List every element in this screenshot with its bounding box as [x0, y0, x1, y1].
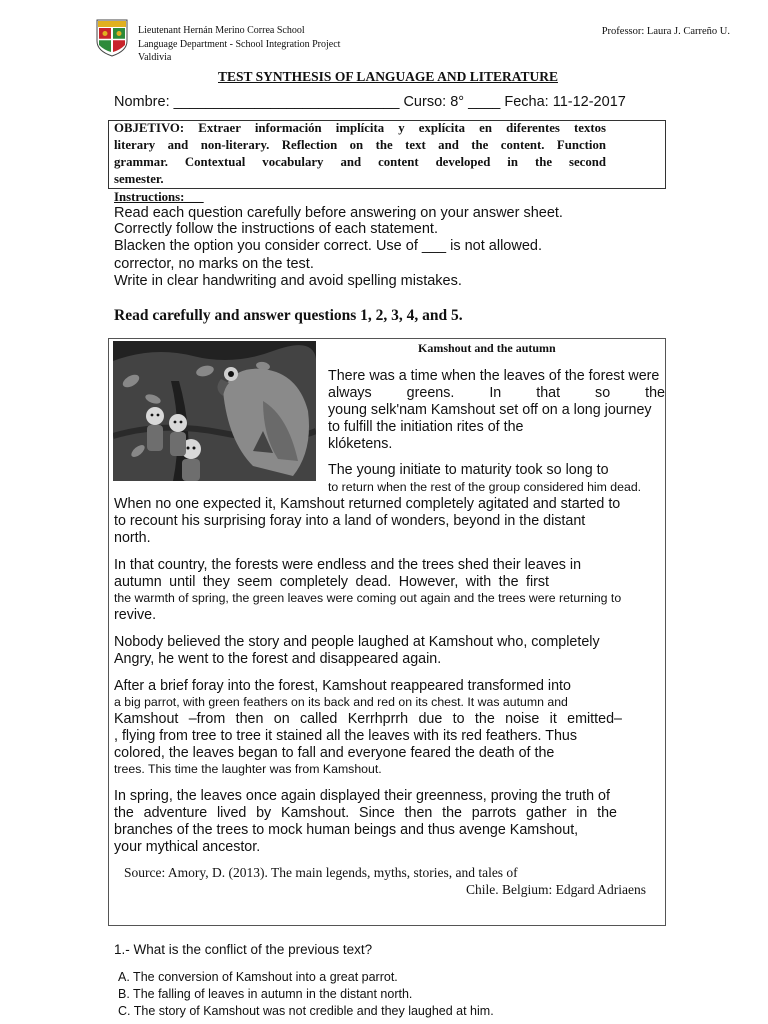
- story-line: young selk'nam Kamshout set off on a long journey: [328, 402, 652, 418]
- story-line: north.: [114, 530, 151, 546]
- story-line: your mythical ancestor.: [114, 839, 261, 855]
- objective-line: semester.: [114, 172, 164, 186]
- story-line: colored, the leaves began to fall and everyone feared the death of the: [114, 745, 555, 761]
- story-line: trees. This time the laughter was from Kamshout.: [114, 762, 382, 776]
- story-line: branches of the trees to mock human beings and thus avenge Kamshout,: [114, 822, 579, 838]
- question-1-option-a[interactable]: A. The conversion of Kamshout into a great parrot.: [118, 970, 398, 984]
- objective-line: OBJETIVO: Extraer información implícita y explícita en diferentes textos: [114, 121, 606, 135]
- school-crest-logo: [96, 19, 128, 57]
- story-line: autumn until they seem completely dead. However, with the first: [114, 574, 549, 590]
- instructions-title: Instructions:___: [114, 190, 204, 204]
- school-name: Lieutenant Hernán Merino Correa School: [138, 25, 305, 36]
- story-line: to recount his surprising foray into a land of wonders, beyond in the distant: [114, 513, 586, 529]
- story-line: the adventure lived by Kamshout. Since then the parrots gather in the: [114, 805, 617, 821]
- objective-line: grammar. Contextual vocabulary and content developed in the second: [114, 155, 606, 169]
- student-form-row: Nombre: ____________________________ Curso: 8° ____ Fecha: 11-12-2017: [114, 94, 626, 110]
- test-title: TEST SYNTHESIS OF LANGUAGE AND LITERATURE: [218, 69, 558, 84]
- story-line: revive.: [114, 607, 157, 623]
- story-line: When no one expected it, Kamshout returned completely agitated and started to: [114, 496, 621, 512]
- story-line: to return when the rest of the group considered him dead.: [328, 480, 642, 494]
- story-line: Kamshout –from then on called Kerrhprrh due to the noise it emitted–: [114, 711, 622, 727]
- source-citation: Chile. Belgium: Edgard Adriaens: [466, 882, 646, 897]
- story-line: Nobody believed the story and people laughed at Kamshout who, completely: [114, 634, 600, 650]
- instruction-line: Blacken the option you consider correct. Use of ___ is not allowed.: [114, 238, 542, 254]
- reading-heading: Read carefully and answer questions 1, 2, 3, 4, and 5.: [114, 307, 463, 324]
- instruction-line: corrector, no marks on the test.: [114, 256, 314, 272]
- story-line: a big parrot, with green feathers on its back and red on its chest. It was autumn and: [114, 695, 568, 709]
- story-line: There was a time when the leaves of the forest were: [328, 368, 660, 384]
- story-title: Kamshout and the autumn: [418, 341, 556, 355]
- source-citation: Source: Amory, D. (2013). The main legends, myths, stories, and tales of: [124, 865, 518, 880]
- school-city: Valdivia: [138, 52, 172, 63]
- instruction-line: Correctly follow the instructions of each statement.: [114, 221, 438, 237]
- instruction-line: Write in clear handwriting and avoid spelling mistakes.: [114, 273, 462, 289]
- question-1-option-c[interactable]: C. The story of Kamshout was not credible and they laughed at him.: [118, 1004, 494, 1018]
- parrot-illustration: [113, 341, 316, 481]
- story-line: klóketens.: [328, 436, 393, 452]
- story-line: The young initiate to maturity took so long to: [328, 462, 609, 478]
- story-line: the warmth of spring, the green leaves were coming out again and the trees were returning to: [114, 591, 622, 605]
- story-line: In that country, the forests were endless and the trees shed their leaves in: [114, 557, 582, 573]
- story-line: , flying from tree to tree it stained all the leaves with its red feathers. Thus: [114, 728, 578, 744]
- question-1-prompt: 1.- What is the conflict of the previous text?: [114, 942, 373, 957]
- story-line: to fulfill the initiation rites of the: [328, 419, 524, 435]
- objective-line: literary and non-literary. Reflection on the text and the content. Function: [114, 138, 606, 152]
- question-1-option-b[interactable]: B. The falling of leaves in autumn in the distant north.: [118, 987, 413, 1001]
- professor-name: Professor: Laura J. Carreño U.: [601, 26, 730, 37]
- story-line: Angry, he went to the forest and disappeared again.: [114, 651, 442, 667]
- instruction-line: Read each question carefully before answering on your answer sheet.: [114, 205, 563, 221]
- department-name: Language Department - School Integration Project: [138, 39, 341, 50]
- story-line: always greens. In that so the: [328, 385, 665, 401]
- story-line: After a brief foray into the forest, Kamshout reappeared transformed into: [114, 678, 571, 694]
- story-line: In spring, the leaves once again displayed their greenness, proving the truth of: [114, 788, 610, 804]
